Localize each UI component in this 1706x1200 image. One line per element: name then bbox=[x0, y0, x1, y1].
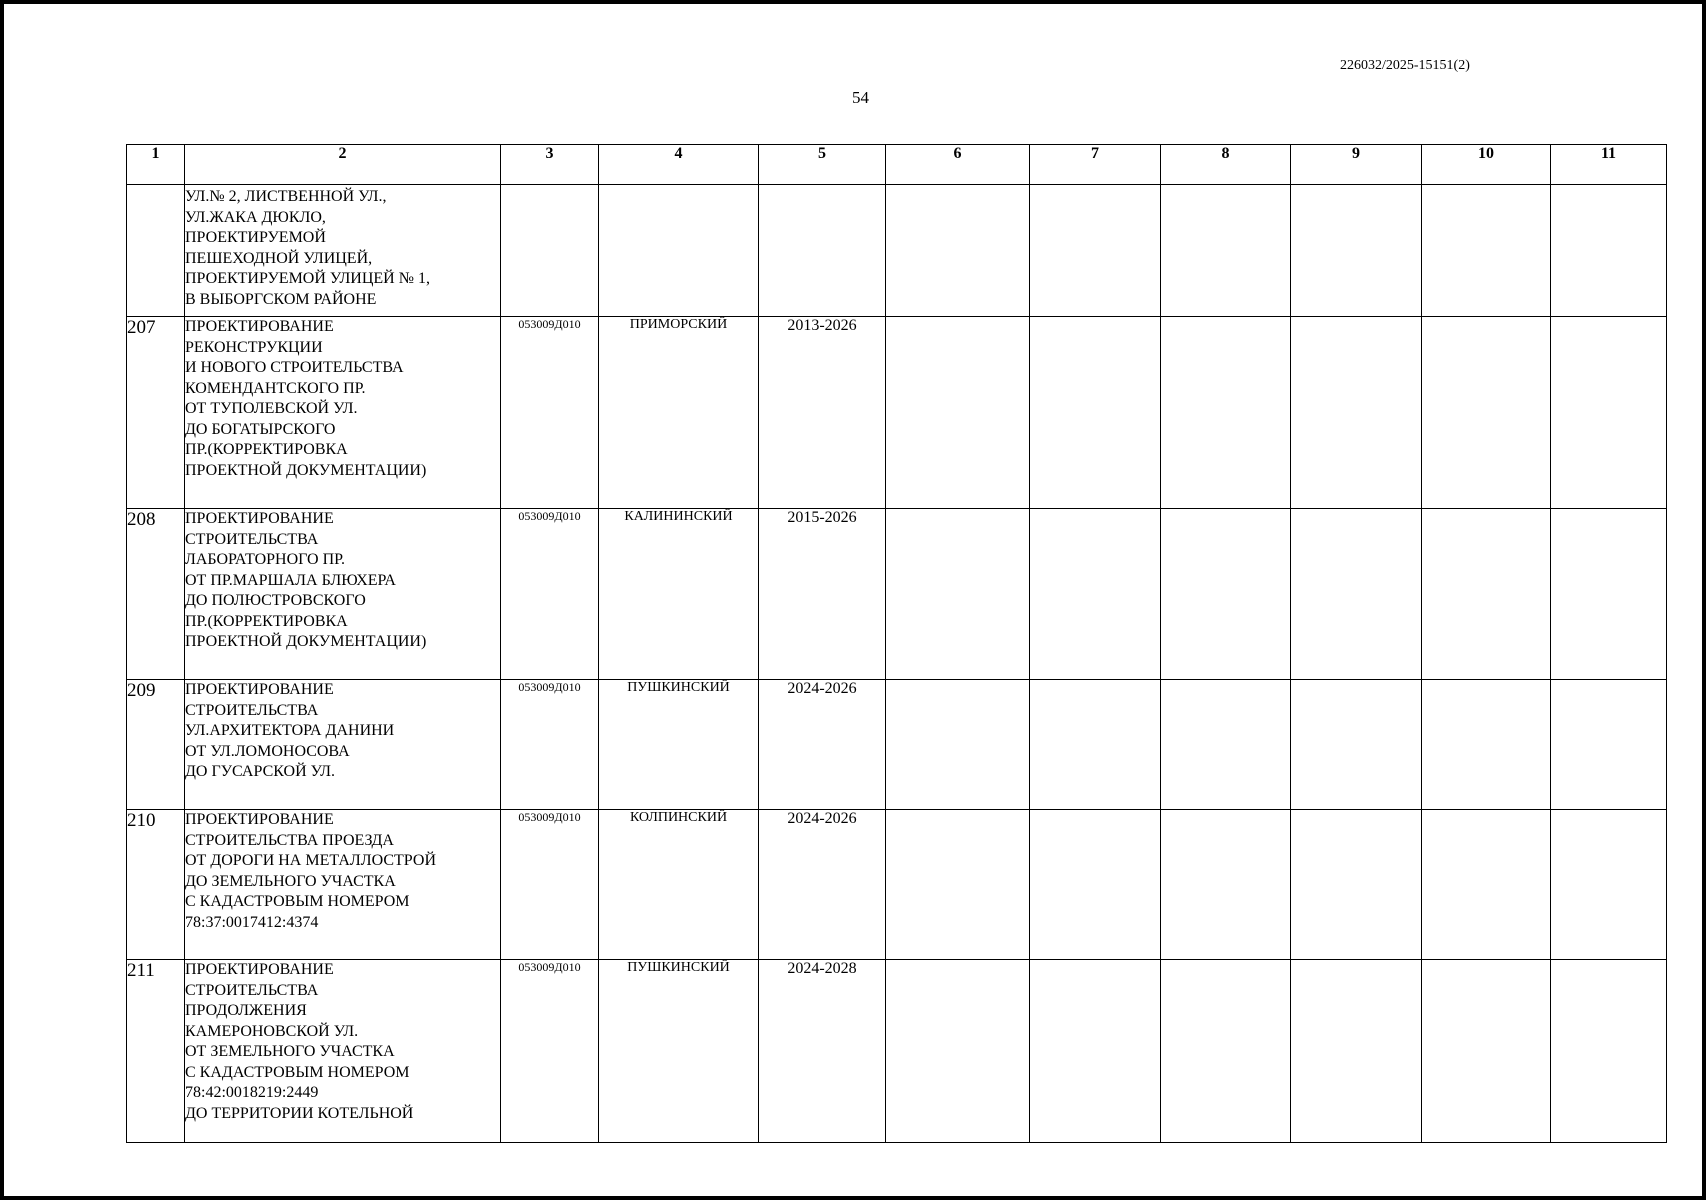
row-period: 2024-2026 bbox=[759, 680, 886, 810]
empty-cell bbox=[886, 509, 1030, 680]
empty-cell bbox=[1291, 810, 1422, 960]
row-code: 053009Д010 bbox=[501, 810, 599, 960]
row-number: 209 bbox=[127, 680, 185, 810]
table-row bbox=[127, 317, 1667, 509]
column-header-4: 4 bbox=[599, 145, 759, 185]
row-period: 2024-2028 bbox=[759, 960, 886, 1143]
empty-cell bbox=[1291, 680, 1422, 810]
row-number bbox=[127, 185, 185, 317]
row-period: 2024-2026 bbox=[759, 810, 886, 960]
row-period: 2015-2026 bbox=[759, 509, 886, 680]
empty-cell bbox=[1161, 680, 1291, 810]
row-description: ПРОЕКТИРОВАНИЕ СТРОИТЕЛЬСТВА ЛАБОРАТОРНОГО ПР. ОТ ПР.МАРШАЛА БЛЮХЕРА ДО ПОЛЮСТРОВСКОГО ПР.(КОРРЕКТИРОВКА ПРОЕКТНОЙ ДОКУМЕНТАЦИИ) bbox=[185, 509, 501, 680]
row-description: ПРОЕКТИРОВАНИЕ СТРОИТЕЛЬСТВА ПРОЕЗДА ОТ ДОРОГИ НА МЕТАЛЛОСТРОЙ ДО ЗЕМЕЛЬНОГО УЧАСТКА С КАДАСТРОВЫМ НОМЕРОМ 78:37:0017412:4374 bbox=[185, 810, 501, 960]
column-header-8: 8 bbox=[1161, 145, 1291, 185]
row-number: 211 bbox=[127, 960, 185, 1143]
table-row bbox=[127, 810, 1667, 960]
empty-cell bbox=[1551, 810, 1667, 960]
column-header-3: 3 bbox=[501, 145, 599, 185]
empty-cell bbox=[1030, 509, 1161, 680]
empty-cell bbox=[1551, 960, 1667, 1143]
row-number: 210 bbox=[127, 810, 185, 960]
row-code: 053009Д010 bbox=[501, 317, 599, 509]
row-district: ПУШКИНСКИЙ bbox=[599, 960, 759, 1143]
empty-cell bbox=[1291, 509, 1422, 680]
empty-cell bbox=[1161, 960, 1291, 1143]
column-header-11: 11 bbox=[1551, 145, 1667, 185]
row-description: ПРОЕКТИРОВАНИЕ РЕКОНСТРУКЦИИ И НОВОГО СТРОИТЕЛЬСТВА КОМЕНДАНТСКОГО ПР. ОТ ТУПОЛЕВСКОЙ УЛ. ДО БОГАТЫРСКОГО ПР.(КОРРЕКТИРОВКА ПРОЕКТНОЙ ДОКУМЕНТАЦИИ) bbox=[185, 317, 501, 509]
column-header-9: 9 bbox=[1291, 145, 1422, 185]
empty-cell bbox=[1551, 680, 1667, 810]
empty-cell bbox=[1291, 317, 1422, 509]
empty-cell bbox=[1161, 810, 1291, 960]
row-district: ПУШКИНСКИЙ bbox=[599, 680, 759, 810]
empty-cell bbox=[886, 810, 1030, 960]
page-number: 54 bbox=[852, 88, 869, 107]
row-description: УЛ.№ 2, ЛИСТВЕННОЙ УЛ., УЛ.ЖАКА ДЮКЛО, ПРОЕКТИРУЕМОЙ ПЕШЕХОДНОЙ УЛИЦЕЙ, ПРОЕКТИРУЕМОЙ УЛИЦЕЙ № 1, В ВЫБОРГСКОМ РАЙОНЕ bbox=[185, 185, 501, 317]
column-header-5: 5 bbox=[759, 145, 886, 185]
row-description: ПРОЕКТИРОВАНИЕ СТРОИТЕЛЬСТВА УЛ.АРХИТЕКТОРА ДАНИНИ ОТ УЛ.ЛОМОНОСОВА ДО ГУСАРСКОЙ УЛ. bbox=[185, 680, 501, 810]
empty-cell bbox=[1030, 810, 1161, 960]
row-period: 2013-2026 bbox=[759, 317, 886, 509]
column-header-7: 7 bbox=[1030, 145, 1161, 185]
row-number: 207 bbox=[127, 317, 185, 509]
row-district bbox=[599, 185, 759, 317]
row-code bbox=[501, 185, 599, 317]
empty-cell bbox=[886, 960, 1030, 1143]
table-row bbox=[127, 185, 1667, 317]
table-row bbox=[127, 509, 1667, 680]
table-row bbox=[127, 960, 1667, 1143]
empty-cell bbox=[1161, 509, 1291, 680]
empty-cell bbox=[1422, 960, 1551, 1143]
empty-cell bbox=[1422, 509, 1551, 680]
row-district: КАЛИНИНСКИЙ bbox=[599, 509, 759, 680]
empty-cell bbox=[1291, 960, 1422, 1143]
document-number: 226032/2025-15151(2) bbox=[1340, 58, 1470, 73]
empty-cell bbox=[1030, 960, 1161, 1143]
row-code: 053009Д010 bbox=[501, 509, 599, 680]
empty-cell bbox=[886, 185, 1030, 317]
empty-cell bbox=[1291, 185, 1422, 317]
table-row bbox=[127, 680, 1667, 810]
row-code: 053009Д010 bbox=[501, 960, 599, 1143]
header-row bbox=[127, 145, 1667, 185]
empty-cell bbox=[1030, 185, 1161, 317]
empty-cell bbox=[1161, 185, 1291, 317]
empty-cell bbox=[1422, 810, 1551, 960]
row-district: ПРИМОРСКИЙ bbox=[599, 317, 759, 509]
empty-cell bbox=[1422, 185, 1551, 317]
column-header-6: 6 bbox=[886, 145, 1030, 185]
row-district: КОЛПИНСКИЙ bbox=[599, 810, 759, 960]
empty-cell bbox=[1161, 317, 1291, 509]
row-description: ПРОЕКТИРОВАНИЕ СТРОИТЕЛЬСТВА ПРОДОЛЖЕНИЯ КАМЕРОНОВСКОЙ УЛ. ОТ ЗЕМЕЛЬНОГО УЧАСТКА С КАДАСТРОВЫМ НОМЕРОМ 78:42:0018219:2449 ДО ТЕРРИТОРИИ КОТЕЛЬНОЙ bbox=[185, 960, 501, 1143]
empty-cell bbox=[886, 317, 1030, 509]
empty-cell bbox=[1422, 317, 1551, 509]
empty-cell bbox=[1030, 317, 1161, 509]
row-code: 053009Д010 bbox=[501, 680, 599, 810]
column-header-1: 1 bbox=[127, 145, 185, 185]
empty-cell bbox=[1422, 680, 1551, 810]
empty-cell bbox=[1551, 317, 1667, 509]
column-header-2: 2 bbox=[185, 145, 501, 185]
empty-cell bbox=[886, 680, 1030, 810]
row-period bbox=[759, 185, 886, 317]
register-table bbox=[126, 144, 1667, 1143]
empty-cell bbox=[1030, 680, 1161, 810]
empty-cell bbox=[1551, 185, 1667, 317]
empty-cell bbox=[1551, 509, 1667, 680]
row-number: 208 bbox=[127, 509, 185, 680]
column-header-10: 10 bbox=[1422, 145, 1551, 185]
